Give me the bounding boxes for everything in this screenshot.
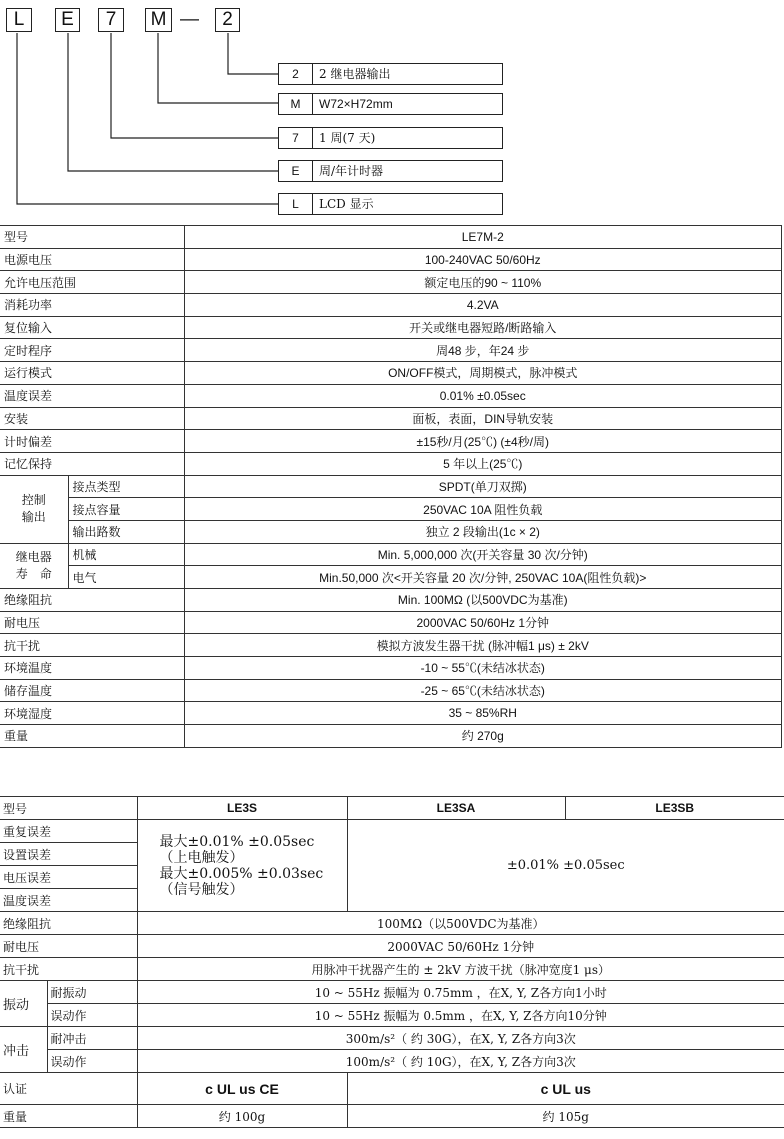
table-row xyxy=(0,475,782,498)
row-label: 运行模式 xyxy=(0,362,184,385)
option-key: 7 xyxy=(279,128,313,148)
ul-mark-icon: c UL us xyxy=(540,1080,591,1097)
group-label: 振动 xyxy=(0,981,47,1027)
table-row xyxy=(0,226,782,249)
option-value: W72×H72mm xyxy=(319,97,393,111)
row-label: 误动作 xyxy=(47,1004,137,1027)
row-value: 独立 2 段输出(1c × 2) xyxy=(184,520,782,543)
table-row xyxy=(0,1073,784,1105)
row-value: 5 年以上(25℃) xyxy=(184,452,782,475)
table-row xyxy=(0,566,782,589)
row-label: 环境湿度 xyxy=(0,702,184,725)
row-value: 100-240VAC 50/60Hz xyxy=(184,248,782,271)
table-row xyxy=(0,611,782,634)
error-line: 最大±0.01% ±0.05sec xyxy=(159,833,315,850)
table-row xyxy=(0,294,782,317)
table-row xyxy=(0,362,782,385)
model-le3sb: LE3SB xyxy=(565,797,784,820)
option-key: E xyxy=(279,161,313,181)
table-header-row xyxy=(0,797,784,820)
row-label: 绝缘阻抗 xyxy=(0,912,137,935)
table-row xyxy=(0,657,782,680)
table-row xyxy=(0,316,782,339)
spec-rows-bottom xyxy=(0,589,782,748)
option-value: 1 周(7 天) xyxy=(319,131,376,145)
row-value: 100m/s²（ 约 10G），在X, Y, Z各方向3次 xyxy=(137,1050,784,1073)
row-value: 10 ~ 55Hz 振幅为 0.75mm ，在X, Y, Z各方向1小时 xyxy=(137,981,784,1004)
row-label: 复位输入 xyxy=(0,316,184,339)
row-value: 250VAC 10A 阻性负载 xyxy=(184,498,782,521)
row-value: Min. 5,000,000 次(开关容量 30 次/分钟) xyxy=(184,543,782,566)
table-row xyxy=(0,958,784,981)
table-row xyxy=(0,935,784,958)
option-key: L xyxy=(279,194,313,214)
table-row xyxy=(0,679,782,702)
row-value: 面板，表面，DIN导轨安装 xyxy=(184,407,782,430)
table-row xyxy=(0,1050,784,1073)
row-value: 约 105g xyxy=(347,1105,784,1128)
table-row xyxy=(0,589,782,612)
code-option-period xyxy=(278,127,503,149)
row-value: 约 270g xyxy=(184,725,782,748)
code-option-type xyxy=(278,160,503,182)
code-letter-m: M xyxy=(145,8,172,32)
row-label: 耐振动 xyxy=(47,981,137,1004)
table-row xyxy=(0,248,782,271)
row-label: 电源电压 xyxy=(0,248,184,271)
row-label: 温度误差 xyxy=(0,384,184,407)
table-row xyxy=(0,725,782,748)
code-letter-2: 2 xyxy=(215,8,240,32)
table-row xyxy=(0,407,782,430)
table-row xyxy=(0,520,782,543)
row-label: 环境温度 xyxy=(0,657,184,680)
cert-left xyxy=(137,1073,347,1105)
code-dash: — xyxy=(180,9,199,30)
code-option-size xyxy=(278,93,503,115)
row-label: 耐冲击 xyxy=(47,1027,137,1050)
row-value: 300m/s²（ 约 30G），在X, Y, Z各方向3次 xyxy=(137,1027,784,1050)
row-label: 记忆保持 xyxy=(0,452,184,475)
row-value: 约 100g xyxy=(137,1105,347,1128)
table-row xyxy=(0,430,782,453)
row-value: -25 ~ 65℃(未结冰状态) xyxy=(184,679,782,702)
row-label: 耐电压 xyxy=(0,611,184,634)
spec-rows-top xyxy=(0,226,782,476)
row-value: 4.2VA xyxy=(184,294,782,317)
row-value: 开关或继电器短路/断路输入 xyxy=(184,316,782,339)
row-label: 耐电压 xyxy=(0,935,137,958)
row-label: 型号 xyxy=(0,226,184,249)
row-value: 用脉冲干扰器产生的 ± 2kV 方波干扰（脉冲宽度1 μs） xyxy=(137,958,784,981)
error-line: （信号触发） xyxy=(159,881,244,898)
other-error-value: ±0.01% ±0.05sec xyxy=(347,820,784,912)
table-row xyxy=(0,912,784,935)
row-label: 重复误差 xyxy=(0,820,137,843)
row-label: 抗干扰 xyxy=(0,634,184,657)
table-row xyxy=(0,1027,784,1050)
group-label: 继电器 寿 命 xyxy=(0,543,68,588)
row-label: 计时偏差 xyxy=(0,430,184,453)
row-label: 重量 xyxy=(0,1105,137,1128)
row-label: 接点类型 xyxy=(68,475,184,498)
table-row xyxy=(0,384,782,407)
ul-ce-mark-icon: c UL us CE xyxy=(205,1080,279,1097)
option-value: 2 继电器输出 xyxy=(319,67,391,81)
row-value: 2000VAC 50/60Hz 1分钟 xyxy=(184,611,782,634)
table-row xyxy=(0,339,782,362)
row-label: 允许电压范围 xyxy=(0,271,184,294)
row-label: 接点容量 xyxy=(68,498,184,521)
row-label: 定时程序 xyxy=(0,339,184,362)
code-option-outputs xyxy=(278,63,503,85)
row-value: 2000VAC 50/60Hz 1分钟 xyxy=(137,935,784,958)
row-label: 温度误差 xyxy=(0,889,137,912)
row-value: 额定电压的90 ~ 110% xyxy=(184,271,782,294)
row-value: LE7M-2 xyxy=(184,226,782,249)
group-label: 控制 输出 xyxy=(0,475,68,543)
row-label: 电气 xyxy=(68,566,184,589)
spec-table-le7m xyxy=(0,225,782,748)
table-row xyxy=(0,634,782,657)
table-row xyxy=(0,702,782,725)
table-row xyxy=(0,271,782,294)
row-label: 误动作 xyxy=(47,1050,137,1073)
row-value: ON/OFF模式，周期模式，脉冲模式 xyxy=(184,362,782,385)
row-label: 安装 xyxy=(0,407,184,430)
row-value: Min.50,000 次<开关容量 20 次/分钟, 250VAC 10A(阻性负载)> xyxy=(184,566,782,589)
table-row xyxy=(0,981,784,1004)
option-key: M xyxy=(279,94,313,114)
row-label: 储存温度 xyxy=(0,679,184,702)
cert-right xyxy=(347,1073,784,1105)
code-letter-e: E xyxy=(55,8,80,32)
table-row xyxy=(0,820,784,843)
row-value: 35 ~ 85%RH xyxy=(184,702,782,725)
row-label: 输出路数 xyxy=(68,520,184,543)
table-row xyxy=(0,498,782,521)
row-label: 绝缘阻抗 xyxy=(0,589,184,612)
row-label: 认证 xyxy=(0,1073,137,1105)
header-label: 型号 xyxy=(0,797,137,820)
table-row xyxy=(0,1105,784,1128)
error-line: （上电触发） xyxy=(159,849,244,866)
option-value: LCD 显示 xyxy=(319,197,374,211)
error-line: 最大±0.005% ±0.03sec xyxy=(159,865,324,882)
table-row xyxy=(0,452,782,475)
le3s-error-value xyxy=(137,820,347,912)
row-value: 100MΩ（以500VDC为基准） xyxy=(137,912,784,935)
model-le3sa: LE3SA xyxy=(347,797,565,820)
row-label: 抗干扰 xyxy=(0,958,137,981)
row-label: 重量 xyxy=(0,725,184,748)
row-value: ±15秒/月(25℃) (±4秒/周) xyxy=(184,430,782,453)
code-letter-l: L xyxy=(6,8,32,32)
row-value: 10 ~ 55Hz 振幅为 0.5mm ，在X, Y, Z各方向10分钟 xyxy=(137,1004,784,1027)
row-value: -10 ~ 55℃(未结冰状态) xyxy=(184,657,782,680)
table-row xyxy=(0,543,782,566)
row-value: 周48 步，年24 步 xyxy=(184,339,782,362)
row-label: 消耗功率 xyxy=(0,294,184,317)
row-label: 电压误差 xyxy=(0,866,137,889)
option-value: 周/年计时器 xyxy=(319,164,384,178)
code-option-display xyxy=(278,193,503,215)
option-key: 2 xyxy=(279,64,313,84)
row-value: 模拟方波发生器干扰 (脉冲幅1 μs) ± 2kV xyxy=(184,634,782,657)
group-label: 冲击 xyxy=(0,1027,47,1073)
row-label: 机械 xyxy=(68,543,184,566)
row-value: SPDT(单刀双掷) xyxy=(184,475,782,498)
table-row xyxy=(0,1004,784,1027)
row-value: Min. 100MΩ (以500VDC为基准) xyxy=(184,589,782,612)
row-value: 0.01% ±0.05sec xyxy=(184,384,782,407)
model-le3s: LE3S xyxy=(137,797,347,820)
spec-control-output xyxy=(0,475,782,588)
spec-table-le3s xyxy=(0,796,784,1128)
row-label: 设置误差 xyxy=(0,843,137,866)
code-letter-7: 7 xyxy=(98,8,124,32)
